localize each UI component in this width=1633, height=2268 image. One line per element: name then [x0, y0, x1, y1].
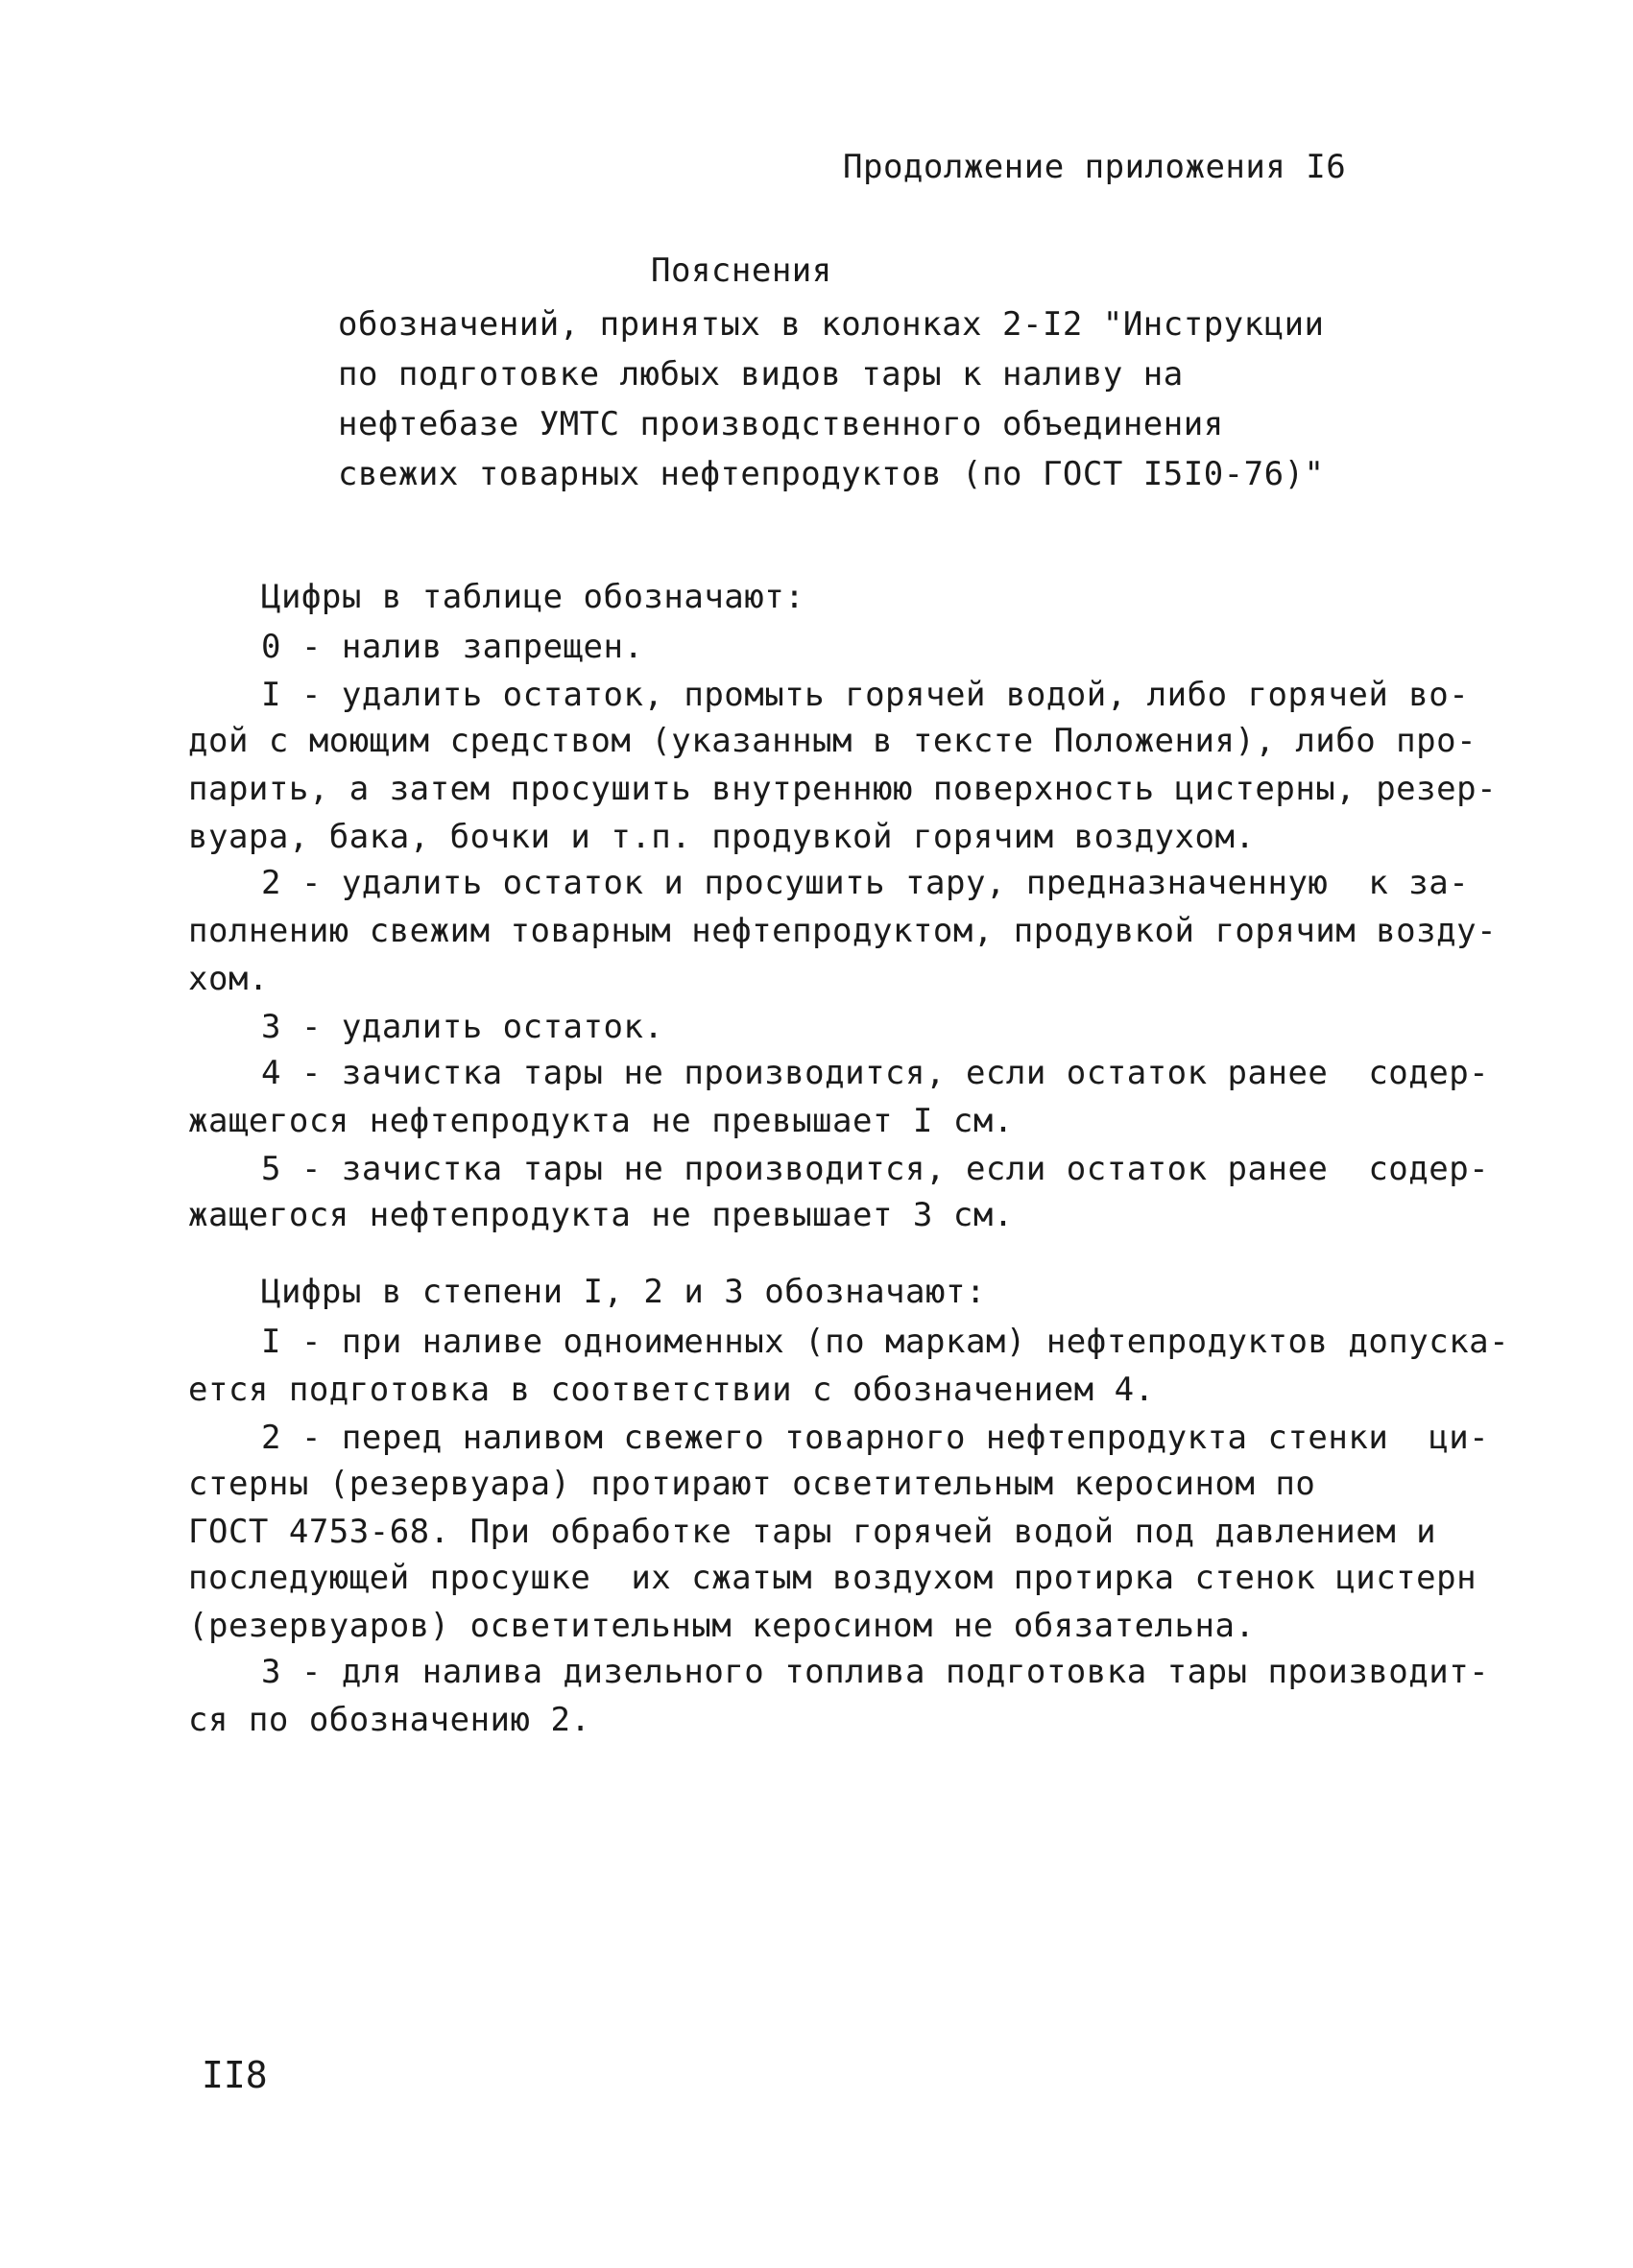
section2-intro: Цифры в степени I, 2 и 3 обозначают: [261, 1273, 986, 1311]
subtitle-line: свежих товарных нефтепродуктов (по ГОСТ I5I0-76)" [338, 455, 1325, 493]
paragraph-line: I - удалить остаток, промыть горячей водой, либо горячей во- [261, 676, 1470, 714]
paragraph-line: I - при наливе одноименных (по маркам) нефтепродуктов допуска- [261, 1323, 1510, 1361]
continuation-header: Продолжение приложения I6 [843, 148, 1347, 186]
paragraph-line: вуара, бака, бочки и т.п. продувкой горячим воздухом. [188, 818, 1256, 856]
paragraph-line: 3 - удалить остаток. [261, 1008, 664, 1046]
paragraph-line: 5 - зачистка тары не производится, если остаток ранее содер- [261, 1150, 1490, 1188]
paragraph-line: 2 - перед наливом свежего товарного нефтепродукта стенки ци- [261, 1419, 1490, 1457]
paragraph-line: ГОСТ 4753-68. При обработке тары горячей водой под давлением и [188, 1513, 1437, 1551]
paragraph-line: (резервуаров) осветительным керосином не обязательна. [188, 1607, 1256, 1645]
paragraph-line: парить, а затем просушить внутреннюю поверхность цистерны, резер- [188, 770, 1498, 808]
paragraph-line: жащегося нефтепродукта не превышает 3 см. [188, 1196, 1014, 1234]
section1-intro: Цифры в таблице обозначают: [261, 578, 805, 616]
paragraph-line: стерны (резервуара) протирают осветительным керосином по [188, 1465, 1316, 1503]
paragraph-line: жащегося нефтепродукта не превышает I см. [188, 1102, 1014, 1140]
subtitle-line: нефтебазе УМТС производственного объединения [338, 405, 1224, 443]
paragraph-line: полнению свежим товарным нефтепродуктом, продувкой горячим возду- [188, 912, 1498, 950]
paragraph-line: ется подготовка в соответствии с обозначением 4. [188, 1371, 1155, 1409]
paragraph-line: последующей просушке их сжатым воздухом протирка стенок цистерн [188, 1559, 1477, 1597]
paragraph-line: 3 - для налива дизельного топлива подготовка тары производит- [261, 1653, 1490, 1691]
subtitle-line: по подготовке любых видов тары к наливу на [338, 355, 1184, 394]
paragraph-line: дой с моющим средством (указанным в тексте Положения), либо про- [188, 722, 1477, 760]
paragraph-line: 4 - зачистка тары не производится, если остаток ранее содер- [261, 1054, 1490, 1092]
paragraph-line: 2 - удалить остаток и просушить тару, предназначенную к за- [261, 864, 1470, 902]
paragraph-line: 0 - налив запрещен. [261, 628, 644, 666]
section-heading: Пояснения [651, 251, 832, 290]
subtitle-line: обозначений, принятых в колонках 2-I2 "Инструкции [338, 305, 1325, 344]
page-number: II8 [202, 2054, 268, 2096]
paragraph-line: хом. [188, 960, 269, 998]
paragraph-line: ся по обозначению 2. [188, 1701, 591, 1739]
